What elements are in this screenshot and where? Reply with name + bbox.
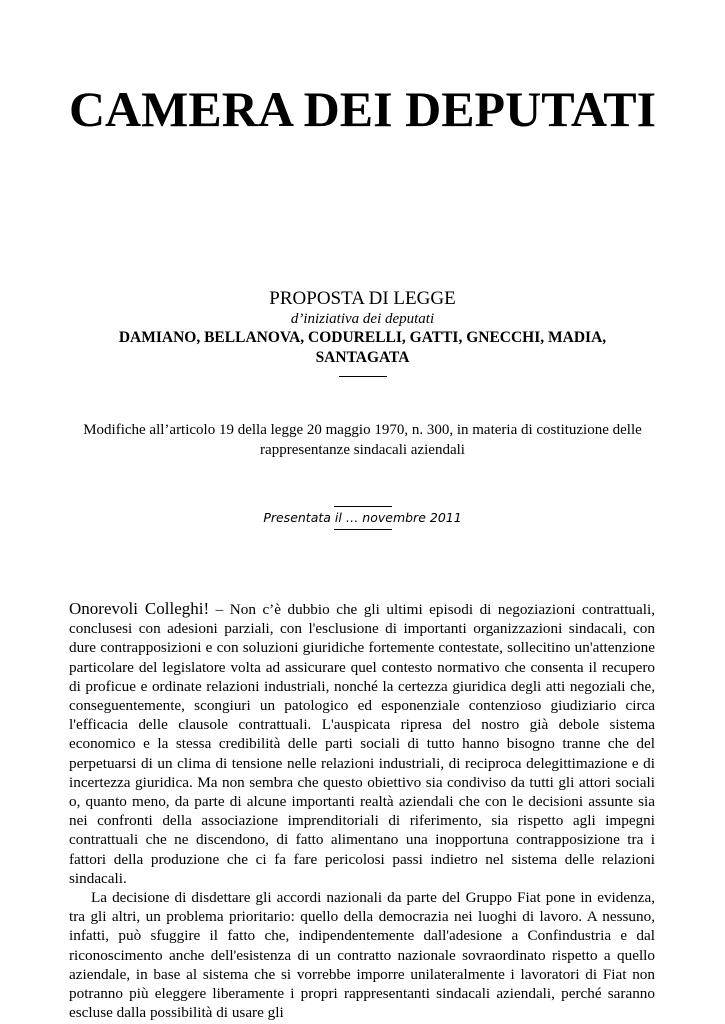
chamber-title: CAMERA DEI DEPUTATI [68, 81, 657, 137]
salutation: Onorevoli Colleghi! [69, 599, 210, 618]
presentation-block [0, 506, 725, 530]
presentation-date: Presentata il … novembre 2011 [263, 510, 462, 525]
authors-list: DAMIANO, BELLANOVA, CODURELLI, GATTI, GNECCHI, MADIA, SANTAGATA [118, 329, 607, 366]
header-divider [339, 376, 387, 377]
document-type: PROPOSTA DI LEGGE [269, 288, 456, 309]
body-paragraph [69, 888, 655, 1022]
paragraph-text: – Non c’è dubbio che gli ultimi episodi di negoziazioni contrattuali, conclusesi con adesioni parziali, con l'esclusione di importanti organizzazioni sindacali, con dure contrapposizioni e con soluzioni giuridiche fortemente contestate, sollecitino un'attenzione particolare del legislatore volta ad assicurare quel contesto normativo che consenta il recupero di proficue e ordinate relazioni industriali, nonché la certezza giuridica degli atti negoziali che, conseguentemente, scongiuri un patologico ed esponenziale contenzioso giudiziario circa l'efficacia delle clausole contrattuali. L'auspicata ripresa del nostro già debole sistema economico e la stessa credibilità delle parti sociali di tutto hanno bisogno tranne che del perpetuarsi di un clima di tensione nelle relazioni industriali, di reciproca delegittimazione e di incertezza giuridica. Ma non sembra che questo obiettivo sia condiviso da tutti gli attori sociali o, quanto meno, da parte di alcune importanti realtà aziendali che con le decisioni assunte sia nei confronti della associazione imprenditoriali di riferimento, sia rispetto agli impegni contrattuali che ne discendono, di fatto alimentano una inopportuna contrapposizione tra i fattori della produzione che ci fa fare pericolosi passi indietro nel sistema delle relazioni sindacali. [69, 601, 655, 887]
paragraph-text: La decisione di disdettare gli accordi nazionali da parte del Gruppo Fiat pone in evidenza, tra gli altri, un problema prioritario: quello della democrazia nei luoghi di lavoro. A nessuno, infatti, può sfuggire il fatto che, indipendentemente dall'adesione a Confindustria e dal riconoscimento anche dell'esistenza di un contratto nazionale sovraordinato rispetto a quello aziendale, in base al sistema che si vorrebbe imporre unilateralmente i lavoratori di Fiat non potranno più eleggere liberamente i propri rappresentanti sindacali aziendali, perché saranno escluse dalla possibilità di usare gli [69, 889, 655, 1022]
initiative-line: d’iniziativa dei deputati [290, 311, 435, 327]
body-paragraph [69, 599, 655, 888]
report-body [69, 599, 655, 1022]
proposal-header [70, 288, 655, 377]
bill-subject: Modifiche all’articolo 19 della legge 20 maggio 1970, n. 300, in materia di costituzione delle rappresentanze sindacali aziendali [83, 422, 642, 458]
presentation-rule-bottom [334, 529, 392, 530]
presentation-rule-top [334, 506, 392, 507]
